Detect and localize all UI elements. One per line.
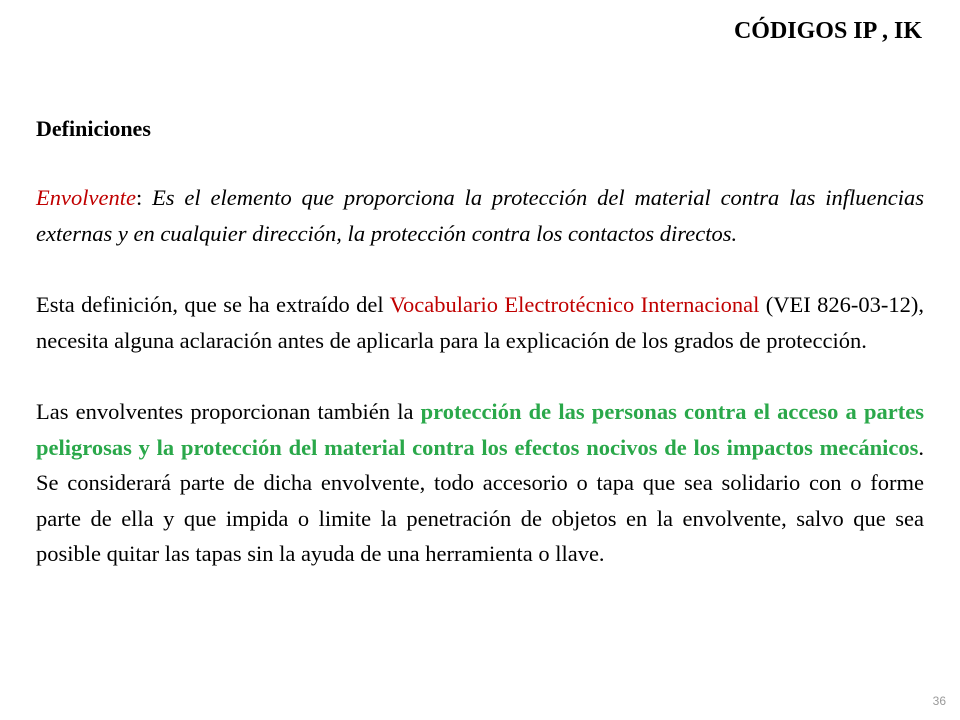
source-paragraph <box>36 287 924 358</box>
definition-text: Es el elemento que proporciona la protección del material contra las influencias externas y en cualquier dirección, la protección contra los contactos directos. <box>36 185 924 246</box>
vocabulary-reference: Vocabulario Electrotécnico Internacional <box>389 292 760 317</box>
slide-content <box>36 112 924 608</box>
term-colon: : <box>135 185 143 210</box>
envelope-text-before: Las envolventes proporcionan también la <box>36 399 421 424</box>
term-envolvente: Envolvente <box>36 185 136 210</box>
slide-title: CÓDIGOS IP , IK <box>733 18 922 44</box>
source-text-before: Esta definición, que se ha extraído del <box>36 292 390 317</box>
protection-highlight: protección de las personas contra el acceso a partes peligrosas y la protección del material contra los efectos nocivos de los impactos mecánicos <box>36 399 924 460</box>
page-number: 36 <box>932 694 946 708</box>
envelope-paragraph <box>36 394 924 572</box>
definition-paragraph <box>36 180 924 251</box>
source-text-after: (VEI 826-03-12), necesita alguna aclaración antes de aplicarla para la explicación de los grados de protección. <box>36 292 924 353</box>
envelope-text-after: . Se considerará parte de dicha envolvente, todo accesorio o tapa que sea solidario con o forme parte de ella y que impida o limite la penetración de objetos en la envolvente, salvo que sea posible quitar las tapas sin la ayuda de una herramienta o llave. <box>36 434 924 566</box>
section-heading: Definiciones <box>36 116 151 141</box>
